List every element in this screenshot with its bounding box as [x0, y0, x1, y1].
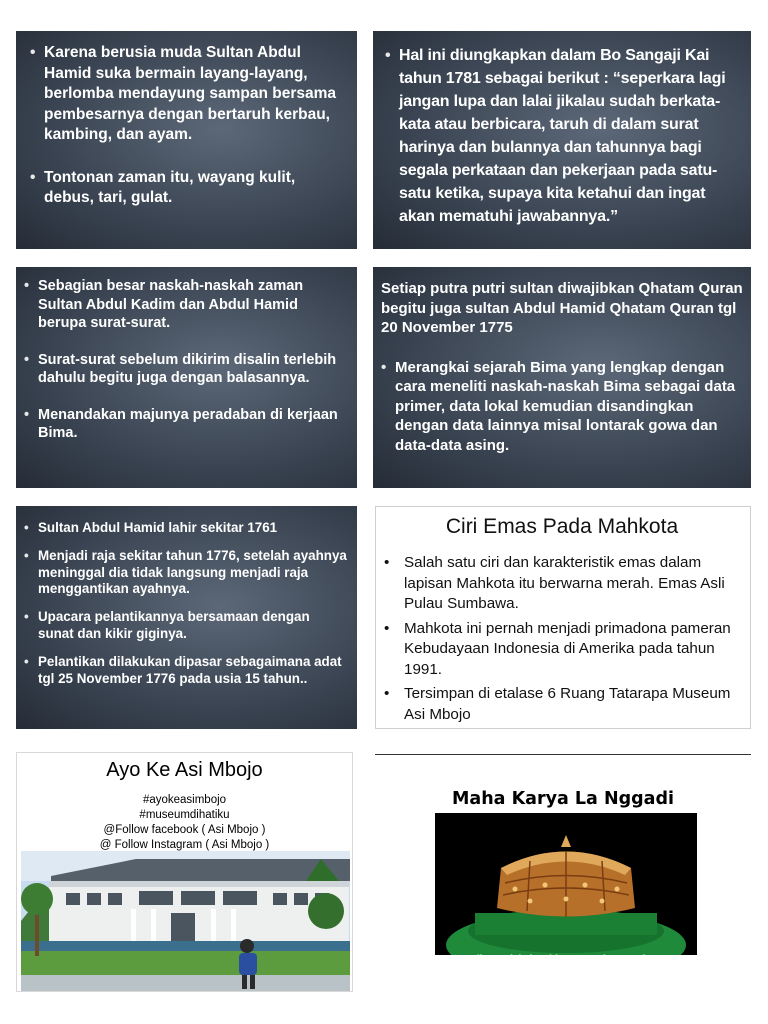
bullet-item: • Tontonan zaman itu, wayang kulit, debus, tari, gulat. — [30, 168, 347, 209]
slide-sultan-biography — [16, 506, 357, 729]
crown-photo — [435, 813, 697, 955]
slide-bo-sangaji-kai — [373, 31, 751, 249]
bullet-item: • Sultan Abdul Hamid lahir sekitar 1761 — [24, 520, 349, 537]
bullet-list — [381, 358, 743, 456]
intro-paragraph: Setiap putra putri sultan diwajibkan Qhatam Quran begitu juga sultan Abdul Hamid Qhatam Quran tgl 20 November 1775 — [381, 280, 743, 336]
bullet-list — [30, 43, 347, 209]
slide-museum-promo — [16, 752, 353, 992]
slide-masterpiece-crown — [375, 754, 751, 992]
bullet-list — [382, 553, 742, 725]
museum-photo — [21, 851, 350, 992]
bullet-item: • Merangkai sejarah Bima yang lengkap dengan cara meneliti naskah-naskah Bima sebagai data primer, data lokal kemudian disandingkan dengan data lainnya misal lontarak gowa dan data-data asing. — [381, 358, 743, 456]
bullet-item: • Pelantikan dilakukan dipasar sebagaimana adat tgl 25 November 1776 pada usia 15 tahun.. — [24, 654, 349, 688]
hashtag: #ayokeasimbojo — [142, 794, 227, 806]
bullet-item: • Hal ini diungkapkan dalam Bo Sangaji Kai tahun 1781 sebagai berikut : “seperkara lagi jangan lupa dan lalai jikalau sudah berkata-kata atau berbicara, taruh di dalam surat harinya dan bulannya dan tahunnya bagi segala perkataan dan pekerjaan pada satu-satu ketika, supaya kita ketahui dan ingat akan mematuhi jawabannya.” — [385, 44, 743, 228]
bullet-item: • Tersimpan di etalase 6 Ruang Tatarapa Museum Asi Mbojo — [382, 684, 742, 725]
slide-title: Maha Karya La Nggadi — [452, 789, 674, 809]
bullet-list — [24, 520, 349, 687]
facebook-handle: @Follow facebook ( Asi Mbojo ) — [103, 824, 266, 836]
instagram-handle: @ Follow Instagram ( Asi Mbojo ) — [99, 839, 270, 851]
bullet-list — [385, 44, 743, 228]
slide-youth-hobbies — [16, 31, 357, 249]
slide-manuscripts — [16, 267, 357, 488]
bullet-item: • Salah satu ciri dan karakteristik emas dalam lapisan Mahkota itu berwarna merah. Emas Asli Pulau Sumbawa. — [382, 553, 742, 615]
bullet-item: • Upacara pelantikannya bersamaan dengan sunat dan kikir giginya. — [24, 609, 349, 643]
bullet-item: • Menandakan majunya peradaban di kerjaan Bima. — [24, 406, 349, 443]
bullet-item: • Surat-surat sebelum dikirim disalin terlebih dahulu begitu juga dengan balasannya. — [24, 351, 349, 388]
bullet-item: • Mahkota ini pernah menjadi primadona pameran Kebudayaan Indonesia di Amerika pada tahun 1991. — [382, 619, 742, 681]
hashtag: #museumdihatiku — [139, 809, 230, 821]
bullet-item: • Sebagian besar naskah-naskah zaman Sultan Abdul Kadim dan Abdul Hamid berupa surat-surat. — [24, 277, 349, 333]
slide-crown-gold — [375, 506, 751, 729]
photo-caption: Kajian Koleksi Mahkota Kesultanan Bima — [463, 954, 659, 965]
slide-qhatam-quran — [373, 267, 751, 488]
slide-title: Ayo Ke Asi Mbojo — [106, 759, 263, 781]
bullet-item: • Karena berusia muda Sultan Abdul Hamid suka bermain layang-layang, berlomba mendayung sampan bersama pembesarnya dengan bertaruh kerbau, kambing, dan ayam. — [30, 43, 347, 146]
slide-title: Ciri Emas Pada Mahkota — [445, 515, 679, 538]
bullet-item: • Menjadi raja sekitar tahun 1776, setelah ayahnya meninggal dia tidak langsung menjadi raja menggantikan ayahnya. — [24, 548, 349, 598]
bullet-list — [24, 277, 349, 443]
